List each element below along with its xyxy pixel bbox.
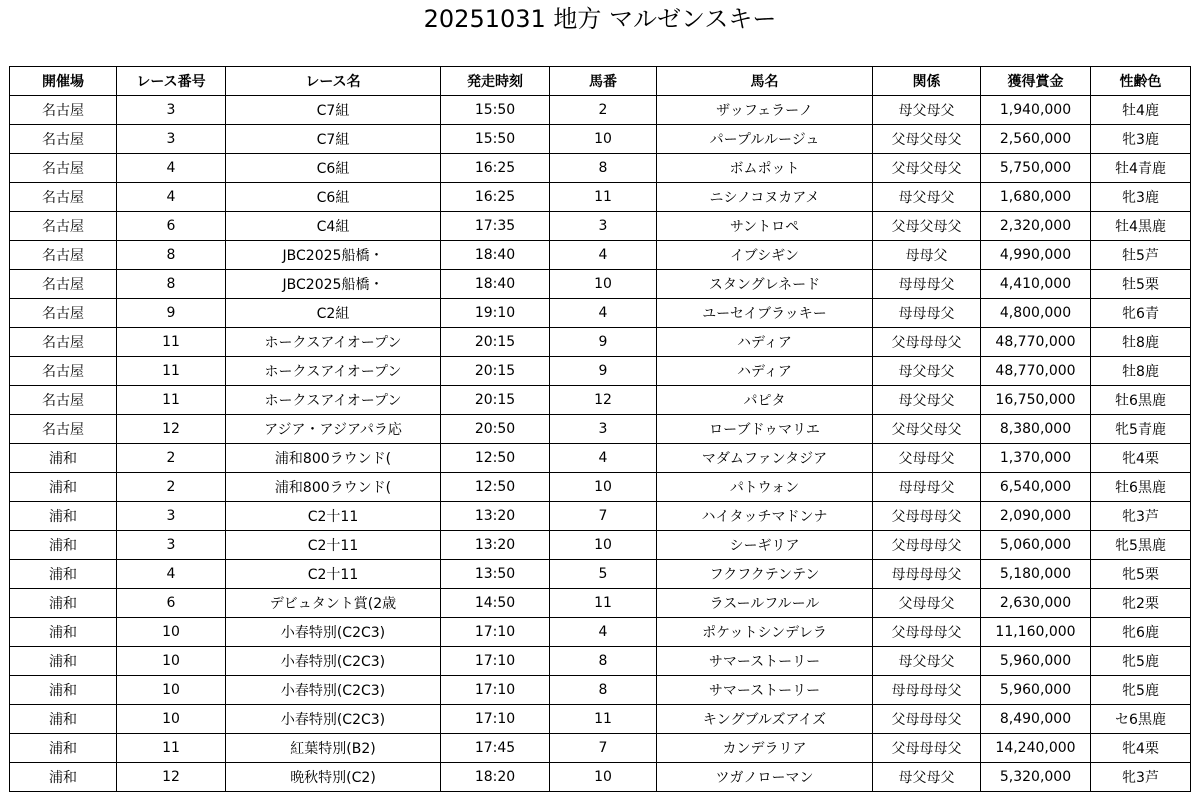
- table-row: [10, 502, 1191, 531]
- column-header-relation: 関係: [873, 67, 981, 96]
- table-row: [10, 647, 1191, 676]
- cell-venue: 名古屋: [10, 154, 117, 183]
- page-title: 20251031 地方 マルゼンスキー: [423, 5, 777, 33]
- cell-prize-money: 6,540,000: [981, 473, 1091, 502]
- cell-venue: 名古屋: [10, 183, 117, 212]
- cell-race-name: C7組: [226, 96, 441, 125]
- cell-race-number: 8: [117, 241, 226, 270]
- cell-race-name: 晩秋特別(C2): [226, 763, 441, 792]
- cell-prize-money: 4,990,000: [981, 241, 1091, 270]
- cell-race-name: 小春特別(C2C3): [226, 618, 441, 647]
- column-header-post-time: 発走時刻: [441, 67, 550, 96]
- cell-horse-name: ハイタッチマドンナ: [657, 502, 873, 531]
- cell-race-name: C4組: [226, 212, 441, 241]
- cell-race-name: 小春特別(C2C3): [226, 676, 441, 705]
- table-row: [10, 734, 1191, 763]
- table-row: [10, 386, 1191, 415]
- table-row: [10, 299, 1191, 328]
- cell-race-number: 2: [117, 473, 226, 502]
- cell-race-number: 11: [117, 734, 226, 763]
- cell-race-number: 9: [117, 299, 226, 328]
- column-header-prize-money: 獲得賞金: [981, 67, 1091, 96]
- cell-relation: 母父母父: [873, 96, 981, 125]
- table-row: [10, 270, 1191, 299]
- cell-venue: 浦和: [10, 734, 117, 763]
- cell-sex-age-color: 牝4栗: [1091, 734, 1191, 763]
- cell-race-number: 3: [117, 96, 226, 125]
- cell-post-time: 20:15: [441, 328, 550, 357]
- cell-race-name: 紅葉特別(B2): [226, 734, 441, 763]
- cell-relation: 母母母母父: [873, 560, 981, 589]
- cell-horse-number: 2: [550, 96, 657, 125]
- cell-venue: 名古屋: [10, 125, 117, 154]
- cell-prize-money: 48,770,000: [981, 328, 1091, 357]
- cell-horse-name: ユーセイブラッキー: [657, 299, 873, 328]
- cell-post-time: 13:20: [441, 531, 550, 560]
- cell-post-time: 17:10: [441, 647, 550, 676]
- cell-post-time: 16:25: [441, 183, 550, 212]
- cell-horse-name: キングブルズアイズ: [657, 705, 873, 734]
- cell-race-number: 6: [117, 589, 226, 618]
- cell-venue: 浦和: [10, 560, 117, 589]
- cell-prize-money: 11,160,000: [981, 618, 1091, 647]
- cell-horse-name: ボムポット: [657, 154, 873, 183]
- cell-horse-number: 4: [550, 241, 657, 270]
- cell-relation: 父母父母父: [873, 212, 981, 241]
- cell-venue: 名古屋: [10, 386, 117, 415]
- cell-prize-money: 8,490,000: [981, 705, 1091, 734]
- cell-horse-name: シーギリア: [657, 531, 873, 560]
- cell-relation: 母母父: [873, 241, 981, 270]
- cell-sex-age-color: 牝6鹿: [1091, 618, 1191, 647]
- table-row: [10, 125, 1191, 154]
- cell-horse-number: 11: [550, 589, 657, 618]
- cell-race-name: 浦和800ラウンド(: [226, 473, 441, 502]
- table-row: [10, 676, 1191, 705]
- cell-prize-money: 8,380,000: [981, 415, 1091, 444]
- cell-venue: 名古屋: [10, 212, 117, 241]
- table-row: [10, 183, 1191, 212]
- cell-relation: 父母母父: [873, 589, 981, 618]
- cell-race-number: 11: [117, 386, 226, 415]
- cell-horse-name: ハディア: [657, 357, 873, 386]
- cell-sex-age-color: 牝3芦: [1091, 502, 1191, 531]
- table-row: [10, 241, 1191, 270]
- cell-horse-number: 10: [550, 763, 657, 792]
- cell-horse-number: 4: [550, 618, 657, 647]
- cell-race-name: 浦和800ラウンド(: [226, 444, 441, 473]
- cell-horse-number: 8: [550, 154, 657, 183]
- table-row: [10, 444, 1191, 473]
- cell-race-number: 11: [117, 328, 226, 357]
- cell-horse-name: サマーストーリー: [657, 676, 873, 705]
- cell-post-time: 16:25: [441, 154, 550, 183]
- cell-horse-name: イブシギン: [657, 241, 873, 270]
- cell-sex-age-color: 牡8鹿: [1091, 328, 1191, 357]
- cell-venue: 浦和: [10, 705, 117, 734]
- cell-race-number: 4: [117, 560, 226, 589]
- table-row: [10, 473, 1191, 502]
- cell-venue: 浦和: [10, 531, 117, 560]
- cell-sex-age-color: 牡6黒鹿: [1091, 473, 1191, 502]
- column-header-venue: 開催場: [10, 67, 117, 96]
- cell-prize-money: 1,940,000: [981, 96, 1091, 125]
- cell-prize-money: 1,680,000: [981, 183, 1091, 212]
- cell-venue: 浦和: [10, 502, 117, 531]
- cell-horse-number: 3: [550, 415, 657, 444]
- column-header-horse-number: 馬番: [550, 67, 657, 96]
- table-row: [10, 357, 1191, 386]
- cell-horse-name: フクフクテンテン: [657, 560, 873, 589]
- cell-horse-name: パピタ: [657, 386, 873, 415]
- cell-sex-age-color: 牡4青鹿: [1091, 154, 1191, 183]
- table-row: [10, 212, 1191, 241]
- cell-relation: 母母母母父: [873, 676, 981, 705]
- table-body: [10, 96, 1191, 792]
- cell-sex-age-color: 牝5栗: [1091, 560, 1191, 589]
- cell-race-number: 8: [117, 270, 226, 299]
- cell-venue: 名古屋: [10, 270, 117, 299]
- cell-venue: 浦和: [10, 676, 117, 705]
- cell-horse-name: マダムファンタジア: [657, 444, 873, 473]
- cell-horse-name: スタングレネード: [657, 270, 873, 299]
- cell-horse-number: 7: [550, 502, 657, 531]
- cell-horse-number: 7: [550, 734, 657, 763]
- cell-horse-name: サントロペ: [657, 212, 873, 241]
- cell-venue: 浦和: [10, 589, 117, 618]
- results-table: [9, 66, 1191, 792]
- cell-relation: 母母母父: [873, 473, 981, 502]
- cell-relation: 母母母父: [873, 299, 981, 328]
- cell-post-time: 12:50: [441, 444, 550, 473]
- cell-race-number: 4: [117, 183, 226, 212]
- cell-race-number: 12: [117, 763, 226, 792]
- cell-post-time: 19:10: [441, 299, 550, 328]
- cell-relation: 父母母母父: [873, 502, 981, 531]
- cell-relation: 母父母父: [873, 763, 981, 792]
- cell-horse-number: 8: [550, 647, 657, 676]
- table-row: [10, 763, 1191, 792]
- cell-race-name: JBC2025船橋・: [226, 270, 441, 299]
- cell-relation: 父母母母父: [873, 618, 981, 647]
- table-row: [10, 560, 1191, 589]
- cell-sex-age-color: 牝2栗: [1091, 589, 1191, 618]
- cell-relation: 母父母父: [873, 183, 981, 212]
- cell-post-time: 20:15: [441, 357, 550, 386]
- cell-horse-name: サマーストーリー: [657, 647, 873, 676]
- cell-prize-money: 4,410,000: [981, 270, 1091, 299]
- cell-venue: 浦和: [10, 763, 117, 792]
- cell-relation: 父母母母父: [873, 734, 981, 763]
- cell-relation: 父母父母父: [873, 125, 981, 154]
- cell-race-number: 10: [117, 676, 226, 705]
- cell-sex-age-color: 牡5栗: [1091, 270, 1191, 299]
- cell-post-time: 15:50: [441, 96, 550, 125]
- cell-race-name: デビュタント賞(2歳: [226, 589, 441, 618]
- cell-prize-money: 5,060,000: [981, 531, 1091, 560]
- cell-post-time: 18:40: [441, 241, 550, 270]
- cell-horse-name: ツガノローマン: [657, 763, 873, 792]
- cell-prize-money: 4,800,000: [981, 299, 1091, 328]
- cell-prize-money: 48,770,000: [981, 357, 1091, 386]
- cell-race-name: C2十11: [226, 560, 441, 589]
- cell-post-time: 17:10: [441, 676, 550, 705]
- cell-horse-number: 11: [550, 705, 657, 734]
- cell-relation: 母父母父: [873, 357, 981, 386]
- cell-horse-number: 5: [550, 560, 657, 589]
- cell-race-name: ホークスアイオープン: [226, 357, 441, 386]
- table-row: [10, 618, 1191, 647]
- cell-horse-name: ポケットシンデレラ: [657, 618, 873, 647]
- cell-venue: 浦和: [10, 473, 117, 502]
- column-header-race-name: レース名: [226, 67, 441, 96]
- cell-sex-age-color: 牝5鹿: [1091, 647, 1191, 676]
- cell-horse-number: 10: [550, 531, 657, 560]
- cell-sex-age-color: 牝3鹿: [1091, 183, 1191, 212]
- cell-prize-money: 5,180,000: [981, 560, 1091, 589]
- cell-venue: 浦和: [10, 444, 117, 473]
- cell-race-name: C6組: [226, 183, 441, 212]
- cell-post-time: 17:45: [441, 734, 550, 763]
- cell-horse-number: 11: [550, 183, 657, 212]
- cell-horse-number: 10: [550, 125, 657, 154]
- cell-race-number: 10: [117, 647, 226, 676]
- cell-race-name: ホークスアイオープン: [226, 386, 441, 415]
- cell-prize-money: 5,320,000: [981, 763, 1091, 792]
- cell-race-number: 6: [117, 212, 226, 241]
- table-row: [10, 589, 1191, 618]
- cell-post-time: 13:20: [441, 502, 550, 531]
- cell-sex-age-color: 牡4鹿: [1091, 96, 1191, 125]
- cell-sex-age-color: 牝4栗: [1091, 444, 1191, 473]
- cell-sex-age-color: 牡5芦: [1091, 241, 1191, 270]
- cell-race-number: 10: [117, 705, 226, 734]
- cell-race-number: 2: [117, 444, 226, 473]
- table-header-row: [10, 67, 1191, 96]
- cell-post-time: 18:20: [441, 763, 550, 792]
- cell-race-number: 12: [117, 415, 226, 444]
- cell-relation: 父母父母父: [873, 154, 981, 183]
- cell-relation: 母母母父: [873, 270, 981, 299]
- cell-relation: 父母母母父: [873, 705, 981, 734]
- cell-sex-age-color: セ6黒鹿: [1091, 705, 1191, 734]
- cell-post-time: 20:15: [441, 386, 550, 415]
- cell-post-time: 20:50: [441, 415, 550, 444]
- cell-horse-name: ラスールフルール: [657, 589, 873, 618]
- cell-prize-money: 16,750,000: [981, 386, 1091, 415]
- table-row: [10, 531, 1191, 560]
- cell-prize-money: 2,560,000: [981, 125, 1091, 154]
- cell-post-time: 18:40: [441, 270, 550, 299]
- cell-race-name: C2十11: [226, 531, 441, 560]
- cell-venue: 名古屋: [10, 415, 117, 444]
- cell-horse-number: 10: [550, 473, 657, 502]
- table-row: [10, 154, 1191, 183]
- cell-prize-money: 5,960,000: [981, 647, 1091, 676]
- cell-venue: 名古屋: [10, 241, 117, 270]
- cell-venue: 名古屋: [10, 96, 117, 125]
- cell-race-name: ホークスアイオープン: [226, 328, 441, 357]
- cell-relation: 母父母父: [873, 647, 981, 676]
- cell-post-time: 12:50: [441, 473, 550, 502]
- cell-horse-name: カンデラリア: [657, 734, 873, 763]
- cell-race-name: C2組: [226, 299, 441, 328]
- cell-race-name: C7組: [226, 125, 441, 154]
- cell-post-time: 17:35: [441, 212, 550, 241]
- cell-post-time: 14:50: [441, 589, 550, 618]
- cell-race-number: 3: [117, 125, 226, 154]
- cell-relation: 父母母母父: [873, 531, 981, 560]
- cell-race-name: C6組: [226, 154, 441, 183]
- cell-prize-money: 14,240,000: [981, 734, 1091, 763]
- cell-horse-name: ザッフェラーノ: [657, 96, 873, 125]
- cell-sex-age-color: 牝3芦: [1091, 763, 1191, 792]
- cell-horse-number: 4: [550, 444, 657, 473]
- column-header-horse-name: 馬名: [657, 67, 873, 96]
- cell-venue: 名古屋: [10, 328, 117, 357]
- table-row: [10, 96, 1191, 125]
- cell-prize-money: 1,370,000: [981, 444, 1091, 473]
- cell-sex-age-color: 牝6青: [1091, 299, 1191, 328]
- table-row: [10, 415, 1191, 444]
- cell-relation: 父母父母父: [873, 415, 981, 444]
- cell-horse-number: 9: [550, 328, 657, 357]
- cell-race-name: アジア・アジアパラ応: [226, 415, 441, 444]
- cell-post-time: 17:10: [441, 705, 550, 734]
- cell-race-number: 10: [117, 618, 226, 647]
- cell-horse-number: 9: [550, 357, 657, 386]
- column-header-sex-age-color: 性齢色: [1091, 67, 1191, 96]
- cell-sex-age-color: 牡6黒鹿: [1091, 386, 1191, 415]
- cell-relation: 父母母母父: [873, 328, 981, 357]
- cell-race-name: C2十11: [226, 502, 441, 531]
- cell-post-time: 15:50: [441, 125, 550, 154]
- cell-sex-age-color: 牝3鹿: [1091, 125, 1191, 154]
- cell-sex-age-color: 牝5青鹿: [1091, 415, 1191, 444]
- cell-horse-number: 4: [550, 299, 657, 328]
- cell-venue: 浦和: [10, 618, 117, 647]
- cell-race-number: 11: [117, 357, 226, 386]
- cell-horse-name: ローブドゥマリエ: [657, 415, 873, 444]
- cell-race-name: 小春特別(C2C3): [226, 705, 441, 734]
- cell-race-number: 3: [117, 502, 226, 531]
- cell-sex-age-color: 牡8鹿: [1091, 357, 1191, 386]
- table-row: [10, 705, 1191, 734]
- cell-sex-age-color: 牡4黒鹿: [1091, 212, 1191, 241]
- cell-sex-age-color: 牝5黒鹿: [1091, 531, 1191, 560]
- cell-post-time: 17:10: [441, 618, 550, 647]
- cell-horse-name: ハディア: [657, 328, 873, 357]
- cell-horse-name: ニシノコヌカアメ: [657, 183, 873, 212]
- column-header-race-number: レース番号: [117, 67, 226, 96]
- cell-horse-name: パープルルージュ: [657, 125, 873, 154]
- cell-horse-number: 10: [550, 270, 657, 299]
- cell-horse-number: 12: [550, 386, 657, 415]
- cell-horse-number: 8: [550, 676, 657, 705]
- cell-race-name: 小春特別(C2C3): [226, 647, 441, 676]
- cell-prize-money: 2,630,000: [981, 589, 1091, 618]
- cell-prize-money: 2,090,000: [981, 502, 1091, 531]
- table-row: [10, 328, 1191, 357]
- cell-sex-age-color: 牝5鹿: [1091, 676, 1191, 705]
- cell-post-time: 13:50: [441, 560, 550, 589]
- cell-race-number: 3: [117, 531, 226, 560]
- cell-venue: 名古屋: [10, 299, 117, 328]
- cell-horse-name: パトウォン: [657, 473, 873, 502]
- cell-relation: 母父母父: [873, 386, 981, 415]
- cell-venue: 名古屋: [10, 357, 117, 386]
- cell-race-number: 4: [117, 154, 226, 183]
- cell-relation: 父母母父: [873, 444, 981, 473]
- cell-venue: 浦和: [10, 647, 117, 676]
- cell-prize-money: 2,320,000: [981, 212, 1091, 241]
- cell-race-name: JBC2025船橋・: [226, 241, 441, 270]
- cell-horse-number: 3: [550, 212, 657, 241]
- cell-prize-money: 5,960,000: [981, 676, 1091, 705]
- cell-prize-money: 5,750,000: [981, 154, 1091, 183]
